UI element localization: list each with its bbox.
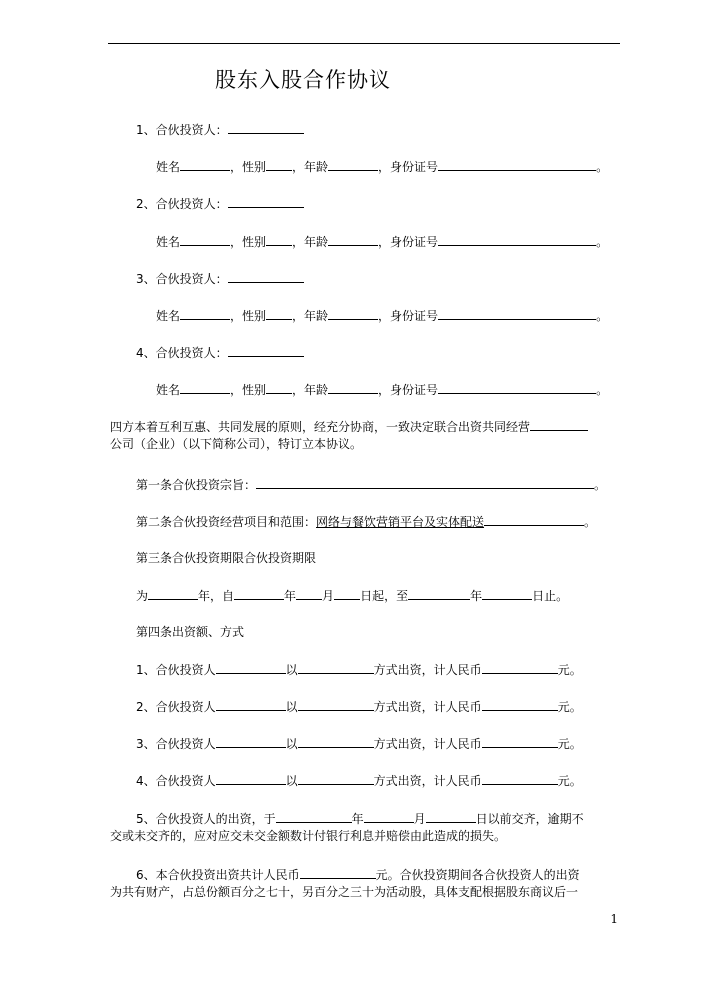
paragraph-text: 为共有财产，占总份额百分之七十，另百分之三十为活动股，具体支配根据股东商议后一 (110, 885, 579, 899)
gender-label: ，性别 (230, 235, 267, 249)
investor-number: 3、 (136, 272, 156, 286)
paragraph-text: 日以前交齐，逾期不 (475, 812, 584, 826)
paragraph-text: 元。合伙投资期间各合伙投资人的出资 (375, 868, 580, 882)
blank (234, 587, 284, 600)
contribution-3 (136, 735, 582, 752)
blank (438, 381, 596, 394)
period: 。 (596, 160, 609, 174)
period: 。 (584, 515, 597, 529)
blank (482, 661, 558, 674)
investor-label: 合伙投资人： (155, 346, 228, 360)
term-text: 月 (322, 589, 335, 603)
blank (300, 866, 376, 879)
blank (482, 772, 558, 785)
term-text: 日止。 (532, 589, 569, 603)
blank (334, 587, 360, 600)
term-text: 年，自 (198, 589, 235, 603)
name-label: 姓名 (156, 160, 181, 174)
blank (276, 810, 352, 823)
blank (228, 344, 304, 357)
investor-1-details (156, 158, 608, 175)
contribution-text: 元。 (557, 737, 582, 751)
contribution-text: 合伙投资人 (155, 663, 216, 677)
investor-2-details (156, 233, 608, 250)
gender-label: ，性别 (230, 160, 267, 174)
age-label: ，年龄 (292, 383, 329, 397)
blank (298, 772, 374, 785)
contribution-text: 以 (285, 663, 298, 677)
article-label: 第一条合伙投资宗旨： (136, 478, 257, 492)
contribution-text: 以 (285, 737, 298, 751)
investor-1-line (136, 121, 304, 138)
paragraph-text: 交或未交齐的，应对应交未交金额数计付银行利息并赔偿由此造成的损失。 (110, 829, 507, 843)
blank (216, 772, 286, 785)
page-title: 股东入股合作协议 (215, 68, 391, 92)
contribution-text: 合伙投资人 (155, 737, 216, 751)
contribution-text: 元。 (557, 663, 582, 677)
blank (180, 307, 230, 320)
blank (408, 587, 470, 600)
paragraph-text: 年 (351, 812, 364, 826)
blank (328, 381, 378, 394)
blank (228, 195, 304, 208)
blank (482, 587, 532, 600)
paragraph-text: 6、本合伙投资出资共计人民币 (136, 868, 300, 882)
paragraph-5-line-1 (136, 810, 584, 827)
blank (180, 381, 230, 394)
article-2 (136, 513, 596, 530)
age-label: ，年龄 (292, 235, 329, 249)
age-label: ，年龄 (292, 309, 329, 323)
blank (298, 698, 374, 711)
contribution-number: 1、 (136, 663, 156, 677)
contribution-text: 以 (285, 774, 298, 788)
blank (228, 270, 304, 283)
blank (328, 158, 378, 171)
contribution-text: 合伙投资人 (155, 700, 216, 714)
blank (484, 513, 584, 526)
blank (438, 307, 596, 320)
investor-4-details (156, 381, 608, 398)
investor-2-line (136, 195, 304, 212)
blank (298, 661, 374, 674)
name-label: 姓名 (156, 383, 181, 397)
investor-number: 2、 (136, 197, 156, 211)
investor-3-details (156, 307, 608, 324)
contribution-number: 4、 (136, 774, 156, 788)
article-label: 第四条出资额、方式 (136, 625, 245, 639)
contribution-2 (136, 698, 582, 715)
age-label: ，年龄 (292, 160, 329, 174)
term-text: 年 (284, 589, 297, 603)
blank (328, 307, 378, 320)
blank (180, 158, 230, 171)
period: 。 (594, 478, 607, 492)
id-label: ，身份证号 (378, 235, 439, 249)
blank (148, 587, 198, 600)
article-label: 第三条合伙投资期限合伙投资期限 (136, 551, 317, 565)
blank (266, 307, 292, 320)
header-rule (108, 43, 620, 44)
gender-label: ，性别 (230, 309, 267, 323)
blank (216, 661, 286, 674)
blank (530, 418, 588, 431)
investor-label: 合伙投资人： (155, 272, 228, 286)
blank (482, 735, 558, 748)
investor-number: 1、 (136, 123, 156, 137)
blank (266, 381, 292, 394)
contribution-text: 方式出资，计人民币 (373, 663, 482, 677)
blank (426, 810, 476, 823)
blank (266, 158, 292, 171)
investor-number: 4、 (136, 346, 156, 360)
blank (298, 735, 374, 748)
blank (438, 158, 596, 171)
period: 。 (596, 309, 609, 323)
article-3 (136, 550, 316, 566)
intro-text: 四方本着互利互惠、共同发展的原则，经充分协商，一致决定联合出资共同经营 (110, 420, 531, 434)
name-label: 姓名 (156, 235, 181, 249)
id-label: ，身份证号 (378, 383, 439, 397)
blank (296, 587, 322, 600)
paragraph-text: 5、合伙投资人的出资，于 (136, 812, 276, 826)
contribution-text: 以 (285, 700, 298, 714)
blank (266, 233, 292, 246)
paragraph-6-line-2 (110, 884, 578, 900)
investor-4-line (136, 344, 304, 361)
paragraph-5-line-2 (110, 828, 506, 844)
period: 。 (596, 383, 609, 397)
blank (228, 121, 304, 134)
term-line (136, 587, 568, 604)
contribution-4 (136, 772, 582, 789)
contribution-1 (136, 661, 582, 678)
investor-label: 合伙投资人： (155, 123, 228, 137)
investor-3-line (136, 270, 304, 287)
intro-line-1 (110, 418, 588, 435)
blank (438, 233, 596, 246)
blank (328, 233, 378, 246)
contribution-text: 元。 (557, 774, 582, 788)
contribution-text: 方式出资，计人民币 (373, 737, 482, 751)
article-4 (136, 624, 244, 640)
paragraph-text: 月 (413, 812, 426, 826)
intro-line-2 (110, 436, 362, 452)
term-text: 年 (470, 589, 483, 603)
term-text: 日起，至 (360, 589, 409, 603)
article-label: 第二条合伙投资经营项目和范围： (136, 515, 317, 529)
blank (482, 698, 558, 711)
name-label: 姓名 (156, 309, 181, 323)
investor-label: 合伙投资人： (155, 197, 228, 211)
blank (216, 735, 286, 748)
gender-label: ，性别 (230, 383, 267, 397)
contribution-text: 方式出资，计人民币 (373, 700, 482, 714)
term-text: 为 (136, 589, 149, 603)
contribution-text: 方式出资，计人民币 (373, 774, 482, 788)
id-label: ，身份证号 (378, 160, 439, 174)
blank (216, 698, 286, 711)
article-1 (136, 476, 606, 493)
page-number: 1 (610, 912, 618, 926)
blank (180, 233, 230, 246)
blank (364, 810, 414, 823)
contribution-number: 2、 (136, 700, 156, 714)
id-label: ，身份证号 (378, 309, 439, 323)
contribution-text: 合伙投资人 (155, 774, 216, 788)
contribution-text: 元。 (557, 700, 582, 714)
business-scope-value: 网络与餐饮营销平台及实体配送 (316, 515, 485, 529)
paragraph-6-line-1 (136, 866, 580, 883)
intro-text: 公司（企业）（以下简称公司），特订立本协议。 (110, 437, 363, 451)
blank (256, 476, 594, 489)
period: 。 (596, 235, 609, 249)
contribution-number: 3、 (136, 737, 156, 751)
